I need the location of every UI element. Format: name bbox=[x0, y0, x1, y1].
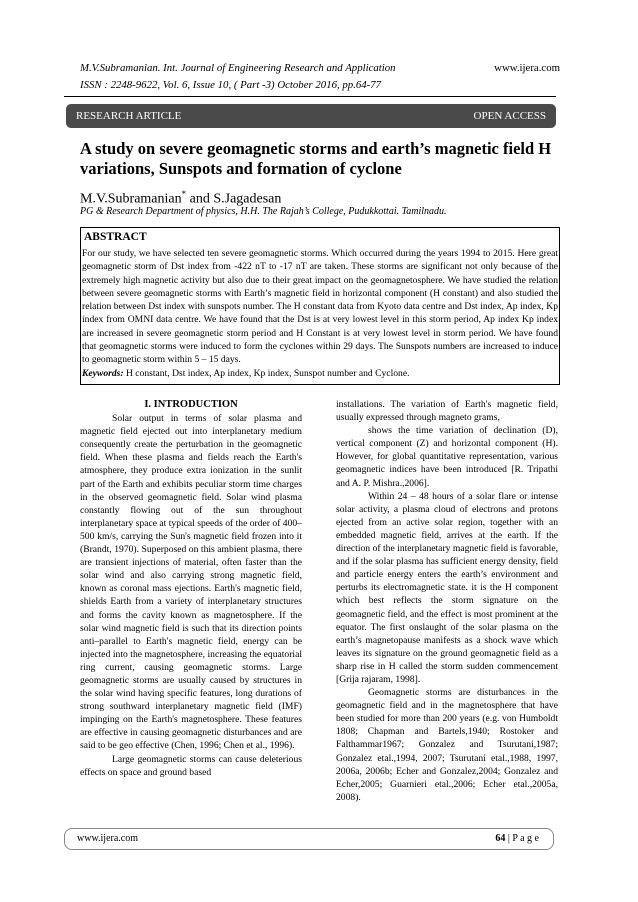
affiliation: PG & Research Department of physics, H.H. The Rajah’s College, Pudukkottai. Tamilnadu. bbox=[80, 206, 447, 217]
abstract-text: For our study, we have selected ten severe geomagnetic storms. Which occurred during the years 1994 to 2015. Here great geomagnetic storm of Dst index from -422 nT to -17 nT are taken. These storms are significant not only because of the extremely high magnetic activity but also due to their great impact on the geomagnetosphere. We have studied the relation between severe geomagnetic storms with Earth’s magnetic field in horizontal component (H constant) and also studied the relation between Dst index with sunspots number. The H constant data from Kyoto data centre and Dst index, Ap index, Kp index from OMNI data centre. We have found that the Dst is at very lowest level in this storm period, Ap index Kp index are increased in severe geomagnetic storm period and H Constant is at very lowest level in storm period. We have found that geomagnetic storms were induced to form the cyclones within 29 days. The Sunspots numbers are increased to induce to geomagnetic storm within 5 – 15 days. bbox=[82, 248, 558, 366]
paragraph: Within 24 – 48 hours of a solar flare or intense solar activity, a plasma cloud of electrons and protons ejected from an active solar region, together with an embedded magnetic field, arrives at the earth. If the direction of the interplanetary magnetic field is favorable, and if the solar plasma has sufficient energy density, field and particle energy enters the earth’s environment and perturbs its electromagnetic state. it is the H component which best reflects the storm signature on the geomagnetic field, and the effect is most prominent at the equator. The first onslaught of the solar plasma on the earth’s magnetopause manifests as a shock wave which leaves its signature on the ground geomagnetic field as a sharp rise in H called the storm sudden commencement [Grija rajaram, 1998]. bbox=[336, 490, 558, 685]
issn-text: ISSN : 2248-9622, Vol. 6, Issue 10, ( Part -3) October 2016, pp.64-77 bbox=[80, 79, 382, 91]
issn-line bbox=[80, 77, 560, 94]
journal-name: M.V.Subramanian. Int. Journal of Engineering Research and Application bbox=[80, 62, 396, 74]
header-rule bbox=[64, 96, 556, 97]
corresponding-mark: * bbox=[181, 189, 187, 199]
banner-left: RESEARCH ARTICLE bbox=[76, 110, 182, 122]
author-1: M.V.Subramanian bbox=[80, 191, 182, 207]
page-label: | P a g e bbox=[505, 833, 539, 844]
footer-url[interactable]: www.ijera.com bbox=[77, 833, 138, 844]
paragraph: shows the time variation of declination (D), vertical component (Z) and horizontal component (H). However, for global quantitative representation, various geomagnetic indices have been introduced [R. Tripathi and A. P. Mishra.,2006]. bbox=[336, 425, 558, 489]
page-num: 64 bbox=[495, 833, 506, 844]
keywords-label: Keywords: bbox=[82, 368, 124, 379]
keywords-text: H constant, Dst index, Ap index, Kp index, Sunspot number and Cyclone. bbox=[123, 368, 410, 379]
right-column bbox=[336, 398, 558, 804]
left-column bbox=[80, 398, 302, 779]
banner-right: OPEN ACCESS bbox=[473, 110, 546, 122]
paragraph: Geomagnetic storms are disturbances in the geomagnetic field and in the magnetosphere that have been studied for more than 200 years (e.g. von Humboldt 1808; Chapman and Bartels,1940; Rostoker and Falthammar1967; Gonzalez and Tsurutani,1987; Gonzalez etal.,1994, 2007; Tsurutani etal.,1988, 1997, 2006a, 2006b; Echer and Gonzalez,2004; Gonzalez and Echer,2005; Guarnieri etal.,2006; Echer etal.,2005a, 2008). bbox=[336, 687, 558, 803]
paragraph: Large geomagnetic storms can cause deleterious effects on space and ground based bbox=[80, 753, 302, 778]
running-header bbox=[80, 60, 560, 77]
page-footer bbox=[64, 828, 554, 850]
paper-title: A study on severe geomagnetic storms and earth’s magnetic field H variations, Sunspots and formation of cyclone bbox=[80, 139, 552, 178]
paragraph: installations. The variation of Earth's magnetic field, usually expressed through magneto grams, bbox=[336, 399, 558, 424]
section-heading: I. INTRODUCTION bbox=[144, 399, 238, 410]
paragraph: Solar output in terms of solar plasma and magnetic field ejected out into interplanetary medium consequently create the perturbation in the geomagnetic field. When these plasma and fields reach the Earth's atmosphere, they produce extra ionization in the sunlit part of the Earth and exhibits peculiar storm time charges in the observed geomagnetic field. Solar wind plasma constantly flowing out of the sun throughout interplanetary space at typical speeds of the order of 400–500 km/s, carrying the Sun's magnetic field frozen into it (Brandt, 1970). Superposed on this ambient plasma, there are transient injections of material, often faster than the solar wind and also carrying strong magnetic field, known as coronal mass ejections. Earth's magnetic field, shields Earth from a variety of interplanetary structures and forms the cavity known as magnetosphere. If the solar wind magnetic field is such that its direction points anti–parallel to Earth's magnetic field, energy can be injected into the magnetosphere, increasing the equatorial ring current, causing geomagnetic storms. Large geomagnetic storms are usually caused by structures in the solar wind having specific features, long durations of strong southward interplanetary magnetic field (IMF) impinging on the Earth's magnetosphere. These features are effective in causing geomagnetic disturbances and are said to be geo effective (Chen, 1996; Chen et al., 1996). bbox=[80, 413, 302, 752]
author-2: and S.Jagadesan bbox=[186, 191, 282, 207]
journal-url[interactable]: www.ijera.com bbox=[494, 62, 560, 74]
abstract-heading: ABSTRACT bbox=[84, 231, 147, 243]
page-number bbox=[495, 829, 539, 849]
article-banner bbox=[66, 104, 556, 128]
keywords bbox=[82, 368, 410, 379]
